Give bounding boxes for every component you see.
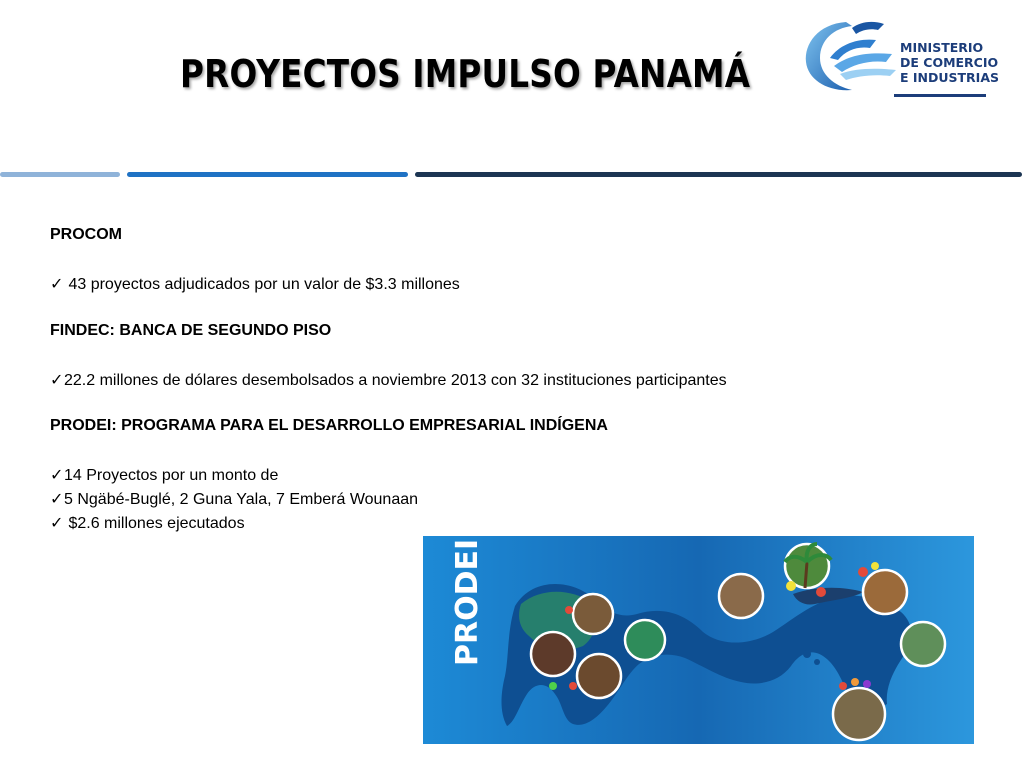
procom-item-text: 43 proyectos adjudicados por un valor de $3.3 millones bbox=[68, 276, 460, 293]
findec-item-text: 22.2 millones de dólares desembolsados a noviembre 2013 con 32 instituciones participantes bbox=[64, 372, 727, 389]
procom-item bbox=[50, 274, 460, 294]
ministry-logo bbox=[800, 14, 1000, 102]
prodei-item-1-text: 14 Proyectos por un monto de bbox=[64, 467, 279, 484]
divider-light bbox=[0, 172, 120, 177]
check-icon: ✓ bbox=[50, 372, 64, 389]
prodei-item-1 bbox=[50, 465, 278, 485]
check-icon: ✓ bbox=[50, 467, 64, 484]
check-icon: ✓ bbox=[50, 491, 64, 508]
check-icon: ✓ bbox=[50, 276, 64, 293]
findec-heading: FINDEC: BANCA DE SEGUNDO PISO bbox=[50, 322, 332, 339]
prodei-heading: PRODEI: PROGRAMA PARA EL DESARROLLO EMPRESARIAL INDÍGENA bbox=[50, 417, 608, 434]
check-icon: ✓ bbox=[50, 515, 64, 532]
ministry-logo-text bbox=[900, 40, 999, 85]
prodei-map-graphic bbox=[423, 536, 974, 744]
prodei-item-3 bbox=[50, 513, 245, 533]
page-title: PROYECTOS IMPULSO PANAMÁ bbox=[180, 52, 751, 96]
divider-mid bbox=[127, 172, 408, 177]
prodei-label: PRODEI bbox=[450, 538, 485, 666]
divider-dark bbox=[415, 172, 1022, 177]
prodei-item-2-text: 5 Ngäbé-Buglé, 2 Guna Yala, 7 Emberá Wounaan bbox=[64, 491, 419, 508]
prodei-item-3-text: $2.6 millones ejecutados bbox=[68, 515, 245, 532]
logo-line-2: DE COMERCIO bbox=[900, 55, 999, 70]
procom-heading: PROCOM bbox=[50, 226, 122, 243]
findec-item bbox=[50, 370, 727, 390]
prodei-item-2 bbox=[50, 489, 418, 509]
logo-line-1: MINISTERIO bbox=[900, 40, 984, 55]
logo-line-3: E INDUSTRIAS bbox=[900, 70, 1000, 85]
prodei-map-image bbox=[423, 536, 974, 744]
